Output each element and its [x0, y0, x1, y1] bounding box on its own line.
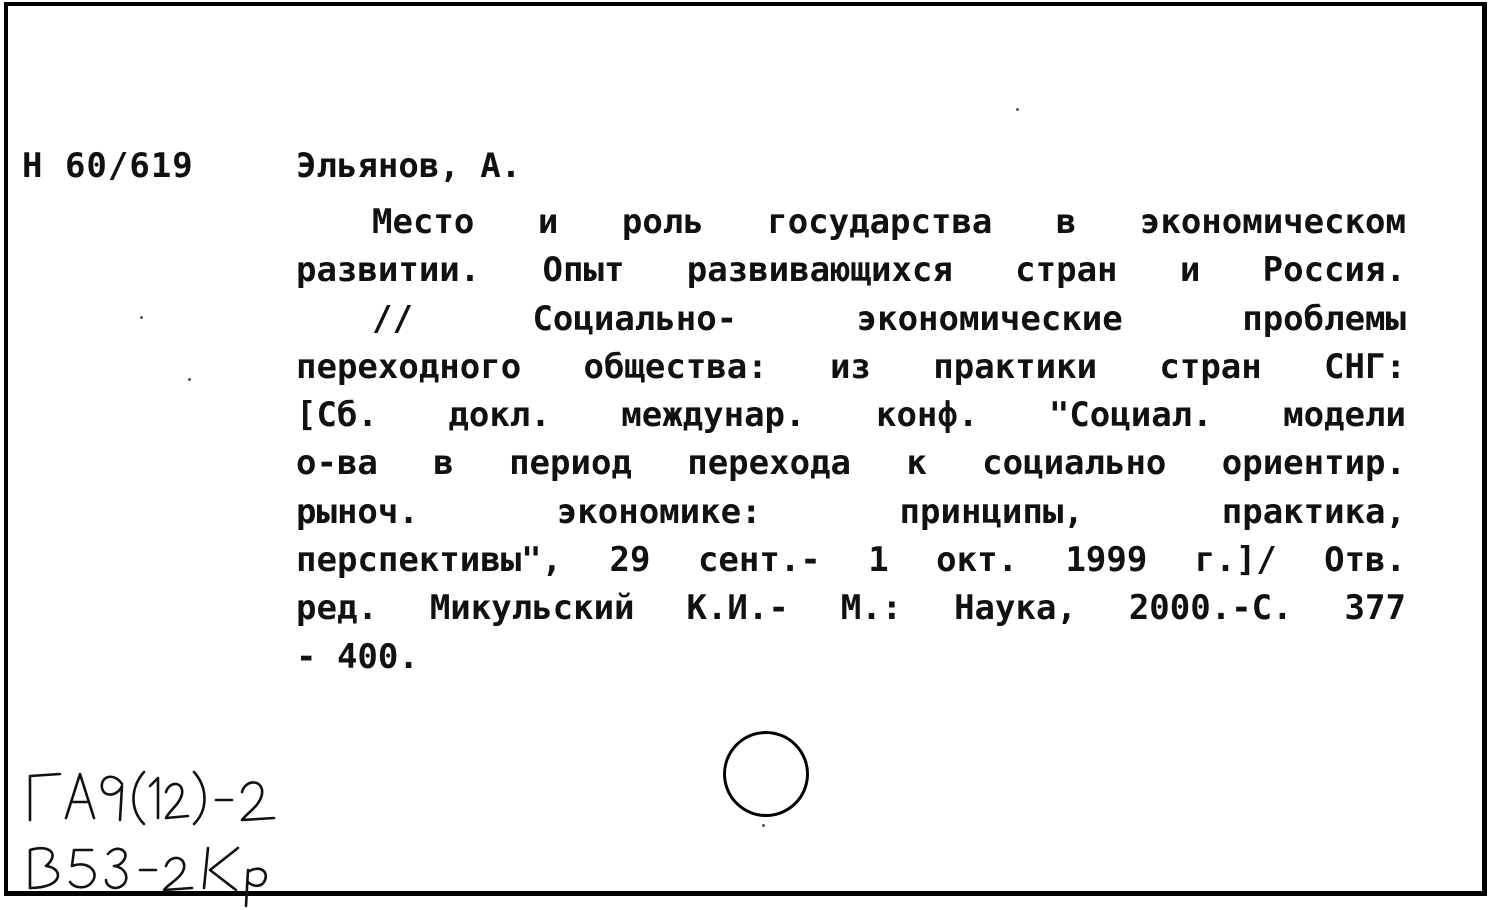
- description-line: [296, 633, 1406, 681]
- description-word: 1999: [1065, 540, 1148, 581]
- description-word: 1: [868, 540, 889, 581]
- description-word: междунар.: [621, 395, 806, 436]
- description-word: проблемы: [1242, 298, 1406, 339]
- description-word: конф.: [875, 395, 979, 436]
- description-word: 29: [609, 540, 651, 581]
- description-word: и: [537, 202, 559, 242]
- description-word: переходного: [296, 346, 522, 387]
- description-word: общества:: [583, 346, 768, 387]
- scan-speck: [762, 824, 765, 827]
- description-word: экономическом: [1139, 202, 1406, 242]
- description-word: роль: [621, 202, 704, 242]
- description-word: социально: [982, 443, 1167, 484]
- description-word: развивающихся: [686, 250, 953, 291]
- description-word: из: [830, 346, 871, 387]
- description-word: Россия.: [1262, 250, 1406, 291]
- description-word: перехода: [687, 443, 851, 484]
- description-word: экономике:: [556, 491, 762, 532]
- description-word: 2000.-С.: [1128, 588, 1293, 629]
- description-word: в: [433, 443, 454, 484]
- description-line: [296, 246, 1406, 294]
- description-word: ориентир.: [1221, 443, 1406, 484]
- description-word: [Сб.: [296, 395, 378, 436]
- description-word: развитии.: [296, 250, 481, 291]
- description-word: период: [509, 443, 632, 484]
- description-word: "Социал.: [1048, 395, 1213, 436]
- description-word: государства: [767, 202, 993, 242]
- description-word: СНГ:: [1324, 346, 1406, 387]
- description-word: К.И.-: [686, 588, 789, 629]
- description-word: докл.: [448, 395, 551, 436]
- description-word: принципы,: [899, 491, 1084, 532]
- description-word: М.:: [840, 588, 903, 629]
- punch-hole-circle: [723, 731, 809, 817]
- description-word: //: [372, 298, 413, 339]
- handwritten-classification-mark: [16, 758, 336, 908]
- description-word: Социально-: [532, 298, 738, 339]
- description-word: практики: [933, 346, 1098, 387]
- description-word: Опыт: [542, 250, 625, 291]
- description-word: сент.-: [697, 540, 821, 581]
- description-word: и: [1179, 250, 1201, 291]
- description-word: ред.: [296, 588, 378, 629]
- description-word: г.]/: [1194, 540, 1277, 581]
- description-word: Место: [372, 202, 475, 242]
- description-word: Наука,: [954, 588, 1077, 629]
- description-word: рыноч.: [296, 491, 419, 532]
- description-word: - 400.: [296, 636, 419, 677]
- description-line: [296, 198, 1406, 246]
- description-line: [296, 295, 1406, 343]
- description-word: окт.: [936, 540, 1019, 581]
- description-word: в: [1055, 202, 1077, 242]
- description-word: к: [906, 443, 927, 484]
- description-word: Отв.: [1324, 540, 1406, 581]
- description-line: [296, 584, 1406, 632]
- description-line: [296, 343, 1406, 391]
- description-word: стран: [1159, 346, 1262, 387]
- scan-speck: [140, 316, 143, 319]
- description-word: о-ва: [296, 443, 378, 484]
- description-line: [296, 488, 1406, 536]
- description-word: Микульский: [429, 588, 635, 629]
- description-line: [296, 391, 1406, 439]
- description-word: практика,: [1221, 491, 1406, 532]
- description-word: перспективы",: [296, 540, 563, 581]
- description-word: 377: [1344, 588, 1406, 629]
- author-heading: Эльянов, А.: [296, 146, 522, 186]
- description-word: стран: [1015, 250, 1118, 291]
- catalog-card: [4, 2, 1487, 896]
- description-line: [296, 439, 1406, 487]
- scan-speck: [188, 378, 191, 381]
- description-word: модели: [1283, 395, 1406, 436]
- bibliographic-description: [296, 198, 1406, 681]
- description-line: [296, 536, 1406, 584]
- scan-speck: [1016, 108, 1019, 111]
- shelf-mark: Н 60/619: [22, 146, 194, 186]
- description-word: экономические: [856, 298, 1123, 339]
